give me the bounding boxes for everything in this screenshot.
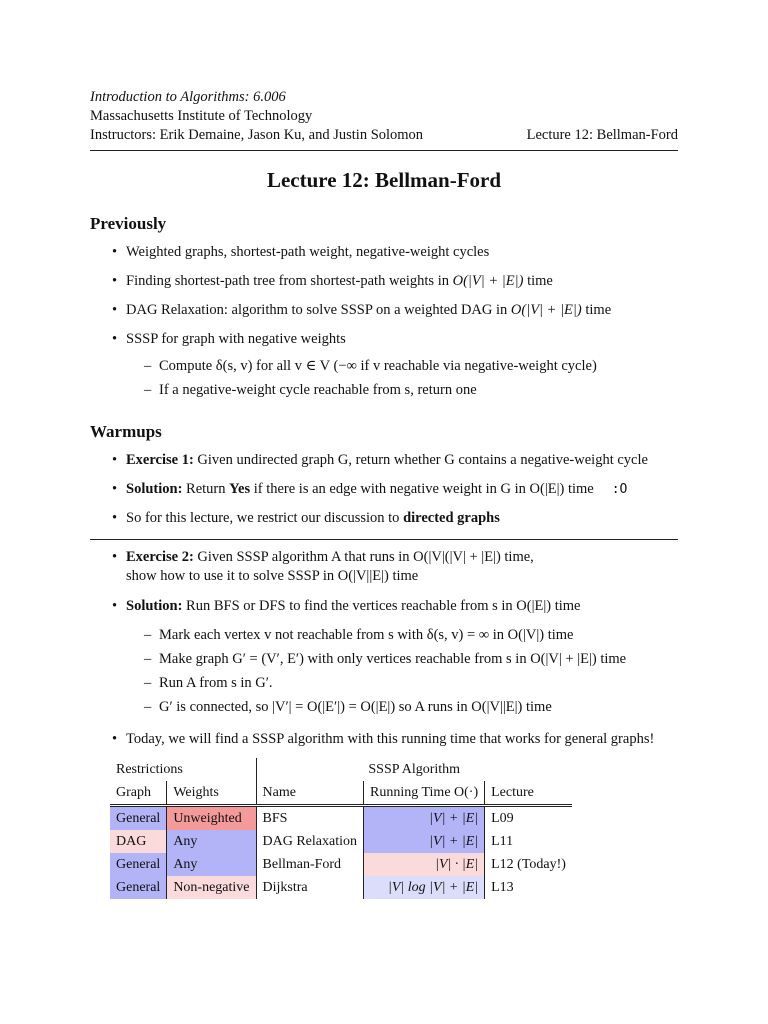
cell-graph: DAG: [110, 830, 167, 853]
cell-lecture: L13: [491, 879, 514, 895]
list-item: – If a negative-weight cycle reachable from s, return one: [90, 378, 678, 402]
list-item: – Mark each vertex v not reachable from s with δ(s, v) = ∞ in O(|V|) time: [90, 623, 678, 647]
list-item: • Weighted graphs, shortest-path weight, negative-weight cycles: [90, 244, 678, 261]
cell-weights: Unweighted: [167, 806, 256, 831]
cell-graph: General: [110, 876, 167, 899]
group-restrictions: Restrictions: [110, 758, 256, 781]
table-row: [110, 853, 572, 876]
section-warmups: Warmups: [90, 422, 162, 441]
surprised-emoticon: :O: [611, 482, 628, 497]
cell-time: |V| · |E|: [364, 853, 485, 876]
table-header-row: [110, 781, 572, 806]
cell-time: |V| + |E|: [364, 806, 485, 831]
cell-weights: Any: [167, 853, 256, 876]
list-item: • Solution: Return Yes if there is an edge with negative weight in G in O(|E|) time :O: [90, 481, 678, 498]
cell-time: |V| + |E|: [364, 830, 485, 853]
table-row: [110, 830, 572, 853]
instructors: Instructors: Erik Demaine, Jason Ku, and Justin Solomon: [90, 127, 424, 143]
list-item: • DAG Relaxation: algorithm to solve SSSP on a weighted DAG in O(|V| + |E|) time: [90, 302, 678, 319]
document-page: [90, 88, 678, 899]
cell-graph: General: [110, 806, 167, 831]
table-row: [110, 806, 572, 831]
course-name: Introduction to Algorithms: 6.006: [90, 89, 286, 105]
list-item: • Finding shortest-path tree from shortest-path weights in O(|V| + |E|) time: [90, 273, 678, 290]
institute-name: Massachusetts Institute of Technology: [90, 108, 313, 124]
list-item: • So for this lecture, we restrict our discussion to directed graphs: [90, 510, 678, 527]
section-rule: [90, 539, 678, 540]
cell-graph: General: [110, 853, 167, 876]
cell-name: BFS: [256, 806, 363, 831]
cell-lecture: L11: [491, 833, 514, 849]
list-item: • Solution: Run BFS or DFS to find the vertices reachable from s in O(|E|) time: [90, 598, 678, 615]
previously-list: [90, 244, 678, 348]
table-row: [110, 876, 572, 899]
list-item: – Make graph G′ = (V′, E′) with only vertices reachable from s in O(|V| + |E|) time: [90, 647, 678, 671]
cell-lecture: L12 (Today!): [491, 856, 566, 872]
header-row: [90, 126, 678, 145]
previously-sublist: [90, 354, 678, 402]
solution2-sublist: [90, 623, 678, 719]
header-weights: Weights: [167, 781, 256, 806]
cell-weights: Any: [167, 830, 256, 853]
sssp-table: [110, 758, 572, 899]
warmups-list: [90, 452, 678, 527]
header-name: Name: [256, 781, 363, 806]
list-item: • Exercise 2: Given SSSP algorithm A that runs in O(|V|(|V| + |E|) time, show how to use it to solve SSSP in O(|V||E|) time: [90, 548, 678, 586]
today-list: [90, 731, 678, 748]
list-item: • Today, we will find a SSSP algorithm with this running time that works for general graphs!: [90, 731, 678, 748]
list-item: – Run A from s in G′.: [90, 671, 678, 695]
table-group-row: [110, 758, 572, 781]
page-title: Lecture 12: Bellman-Ford: [266, 168, 502, 192]
cell-name: DAG Relaxation: [256, 830, 363, 853]
list-item: • Exercise 1: Given undirected graph G, return whether G contains a negative-weight cycle: [90, 452, 678, 469]
list-item: – G′ is connected, so |V′| = O(|E′|) = O(|E|) so A runs in O(|V||E|) time: [90, 695, 678, 719]
cell-name: Dijkstra: [256, 876, 363, 899]
cell-name: Bellman-Ford: [256, 853, 363, 876]
cell-weights: Non-negative: [167, 876, 256, 899]
header-lecture: Lecture: [485, 781, 572, 806]
header-graph: Graph: [110, 781, 167, 806]
header-rule: [90, 150, 678, 151]
section-previously: Previously: [90, 214, 167, 233]
list-item: – Compute δ(s, v) for all v ∈ V (−∞ if v reachable via negative-weight cycle): [90, 354, 678, 378]
lecture-tag: Lecture 12: Bellman-Ford: [526, 127, 678, 143]
list-item: • SSSP for graph with negative weights: [90, 331, 678, 348]
group-sssp: SSSP Algorithm: [368, 761, 461, 777]
header-running-time: Running Time O(·): [364, 781, 485, 806]
cell-lecture: L09: [491, 810, 514, 826]
cell-time: |V| log |V| + |E|: [364, 876, 485, 899]
exercise2-list: [90, 548, 678, 615]
